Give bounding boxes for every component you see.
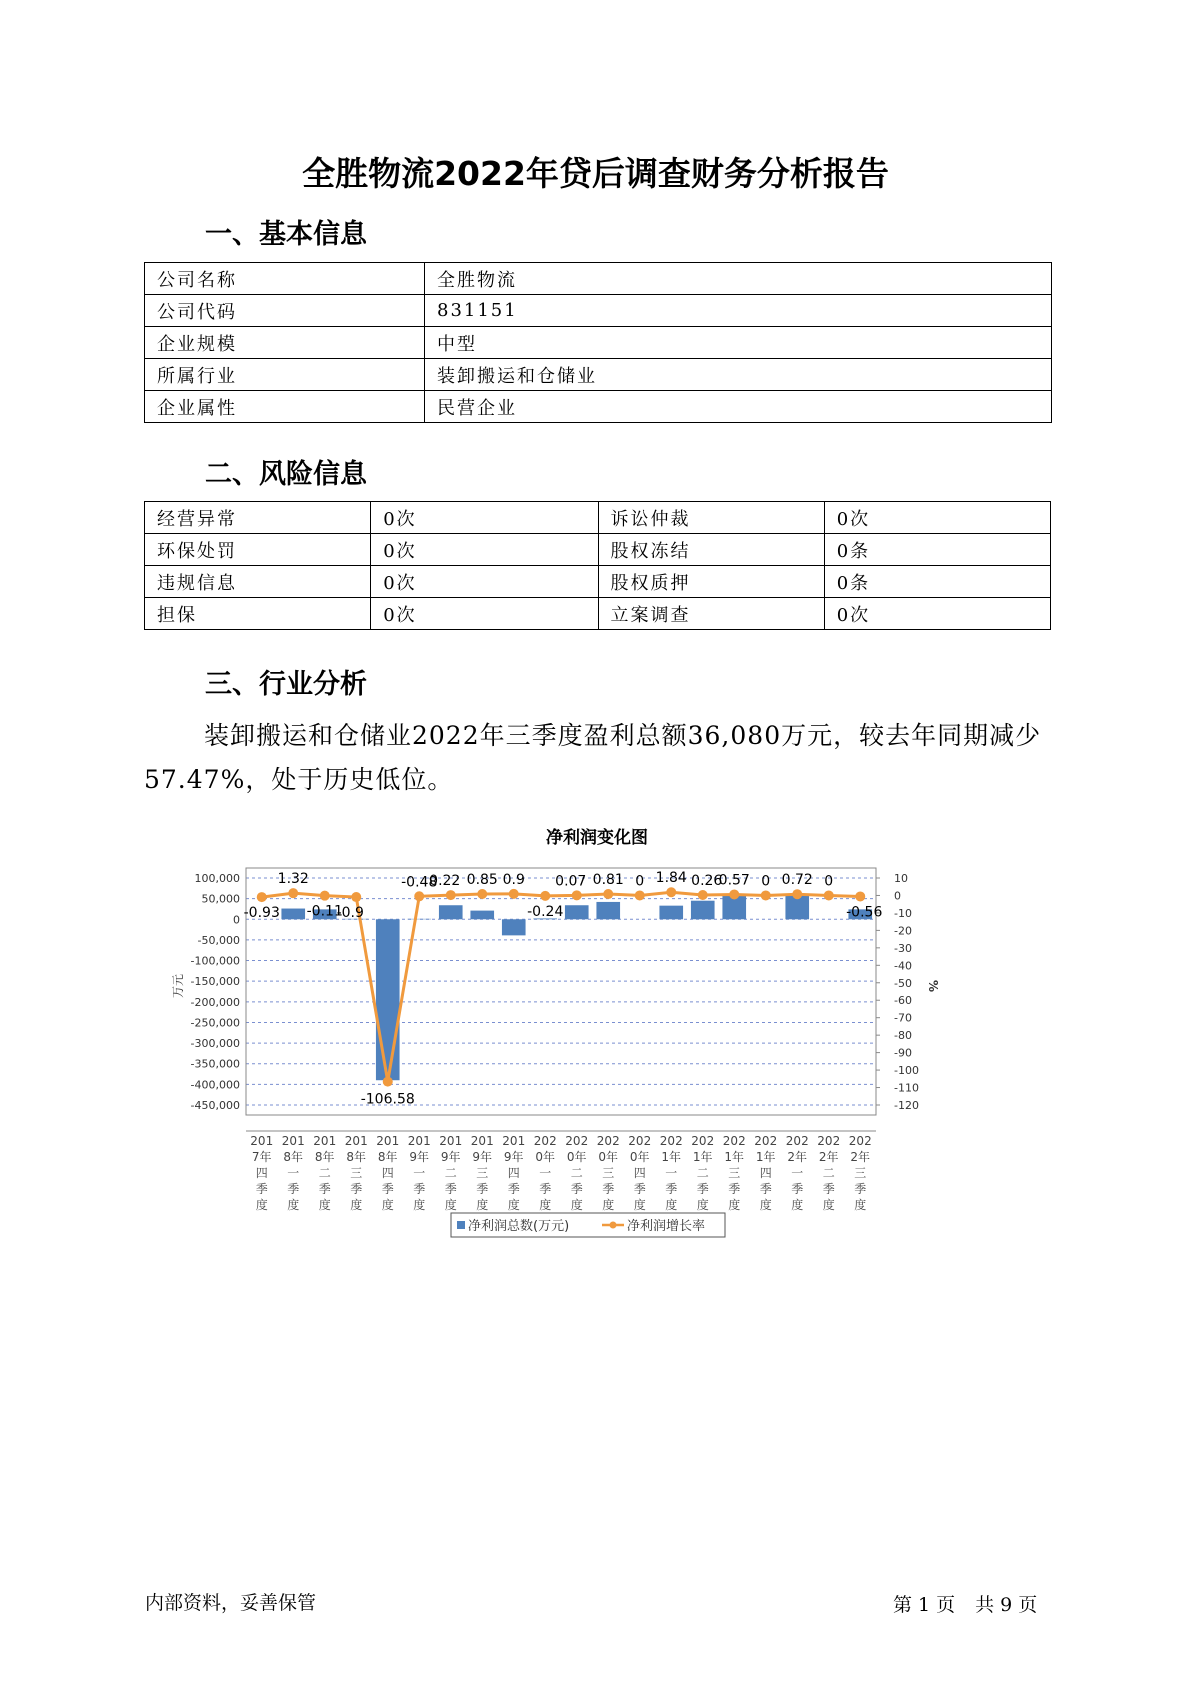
risk-info-value: 0次 <box>371 502 598 534</box>
x-tick-label: 9年 <box>409 1150 430 1164</box>
growth-point <box>477 889 487 899</box>
x-tick-label: 度 <box>633 1198 646 1212</box>
x-tick-label: 202 <box>785 1134 809 1148</box>
x-tick-label: 度 <box>822 1198 835 1212</box>
y2-tick-label: -40 <box>894 959 912 973</box>
x-tick-label: 季 <box>602 1182 615 1196</box>
x-tick-label: 一 <box>413 1166 426 1180</box>
x-tick-label: 一 <box>665 1166 678 1180</box>
bar <box>502 919 526 935</box>
growth-data-label: -0.11 <box>306 903 343 920</box>
growth-point <box>572 890 582 900</box>
x-tick-label: 201 <box>439 1134 463 1148</box>
x-tick-label: 7年 <box>251 1150 272 1164</box>
page-unit: 页 <box>936 1594 956 1616</box>
x-tick-label: 度 <box>696 1198 709 1212</box>
y2-tick-label: -30 <box>894 941 912 955</box>
growth-point <box>761 890 771 900</box>
section-heading-industry: 三、行业分析 <box>205 669 367 700</box>
x-tick-label: 三 <box>476 1166 489 1180</box>
x-tick-label: 2年 <box>818 1150 839 1164</box>
growth-point <box>635 890 645 900</box>
growth-data-label: -0.93 <box>243 905 280 922</box>
basic-info-value: 全胜物流 <box>425 263 1052 295</box>
x-tick-label: 季 <box>444 1182 457 1196</box>
x-tick-label: 季 <box>381 1182 394 1196</box>
y-tick-label: -250,000 <box>190 1016 240 1030</box>
chart-bars <box>281 894 872 1081</box>
bar <box>659 906 683 920</box>
x-tick-label: 季 <box>728 1182 741 1196</box>
risk-info-row <box>145 534 1051 566</box>
growth-data-label: -0.56 <box>846 904 883 921</box>
risk-info-row <box>145 598 1051 630</box>
growth-point <box>509 889 519 899</box>
risk-info-row <box>145 566 1051 598</box>
x-tick-label: 二 <box>696 1166 709 1180</box>
y2-tick-label: -100 <box>894 1064 919 1078</box>
y-tick-label: -350,000 <box>190 1057 240 1071</box>
total-unit: 页 <box>1018 1594 1038 1616</box>
growth-point <box>666 887 676 897</box>
basic-info-value: 装卸搬运和仓储业 <box>425 359 1052 391</box>
growth-data-label: -106.58 <box>360 1091 415 1108</box>
page-number: 1 <box>918 1594 931 1616</box>
x-tick-label: 度 <box>255 1198 268 1212</box>
growth-data-label: 0.22 <box>429 873 461 890</box>
risk-info-label: 股权质押 <box>598 566 824 598</box>
growth-point <box>792 889 802 899</box>
x-tick-label: 季 <box>539 1182 552 1196</box>
x-tick-label: 201 <box>313 1134 337 1148</box>
y2-tick-label: -80 <box>894 1029 912 1043</box>
y2-axis-label: % <box>926 979 940 993</box>
growth-point <box>729 889 739 899</box>
total-pages: 9 <box>1000 1594 1013 1616</box>
risk-info-label: 立案调查 <box>598 598 824 630</box>
y-tick-label: -200,000 <box>190 995 240 1009</box>
page-title: 全胜物流2022年贷后调查财务分析报告 <box>302 154 889 193</box>
growth-point <box>855 891 865 901</box>
x-tick-label: 202 <box>754 1134 778 1148</box>
x-tick-label: 1年 <box>724 1150 745 1164</box>
growth-data-label: 0.81 <box>592 872 624 889</box>
x-tick-label: 季 <box>791 1182 804 1196</box>
bar <box>596 902 620 919</box>
x-tick-label: 季 <box>255 1182 268 1196</box>
bar <box>281 909 305 920</box>
growth-data-label: 0 <box>635 873 645 890</box>
y2-tick-label: -120 <box>894 1099 919 1112</box>
x-tick-label: 三 <box>854 1166 867 1180</box>
growth-point <box>446 890 456 900</box>
x-tick-label: 季 <box>633 1182 646 1196</box>
x-tick-label: 度 <box>570 1198 583 1212</box>
x-tick-label: 季 <box>350 1182 363 1196</box>
x-tick-label: 度 <box>350 1198 363 1212</box>
x-tick-label: 201 <box>502 1134 526 1148</box>
risk-info-value: 0次 <box>371 598 598 630</box>
risk-info-label: 违规信息 <box>145 566 371 598</box>
bar <box>691 901 715 920</box>
bar <box>376 919 400 1080</box>
growth-data-label: 0.26 <box>691 873 723 890</box>
legend-line-marker <box>610 1222 617 1229</box>
x-tick-label: 度 <box>854 1198 867 1212</box>
net-profit-chart <box>160 818 1020 1248</box>
growth-data-label: 0.57 <box>718 872 750 889</box>
y-tick-label: -50,000 <box>197 933 240 947</box>
basic-info-row <box>145 295 1052 327</box>
x-tick-label: 一 <box>539 1166 552 1180</box>
x-tick-label: 度 <box>507 1198 520 1212</box>
section-heading-basic-info: 一、基本信息 <box>205 219 367 250</box>
x-tick-label: 8年 <box>314 1150 335 1164</box>
x-tick-label: 季 <box>476 1182 489 1196</box>
x-tick-label: 三 <box>728 1166 741 1180</box>
y-tick-label: -300,000 <box>190 1037 240 1051</box>
x-tick-label: 四 <box>759 1166 772 1180</box>
growth-data-label: 1.84 <box>655 870 687 887</box>
x-tick-label: 三 <box>350 1166 363 1180</box>
x-tick-label: 201 <box>407 1134 431 1148</box>
basic-info-value: 民营企业 <box>425 391 1052 423</box>
y2-tick-label: -110 <box>894 1081 919 1095</box>
growth-point <box>698 890 708 900</box>
x-tick-label: 三 <box>602 1166 615 1180</box>
risk-info-value: 0条 <box>824 566 1050 598</box>
x-tick-label: 9年 <box>440 1150 461 1164</box>
x-tick-label: 202 <box>533 1134 557 1148</box>
risk-info-label: 担保 <box>145 598 371 630</box>
x-tick-label: 2年 <box>787 1150 808 1164</box>
growth-data-label: -0.48 <box>401 874 438 891</box>
x-tick-label: 季 <box>287 1182 300 1196</box>
risk-info-label: 经营异常 <box>145 502 371 534</box>
risk-info-table <box>144 501 1051 630</box>
x-tick-label: 四 <box>633 1166 646 1180</box>
x-tick-label: 1年 <box>661 1150 682 1164</box>
x-tick-label: 0年 <box>535 1150 556 1164</box>
x-tick-label: 季 <box>665 1182 678 1196</box>
growth-data-label: -0.9 <box>336 905 364 922</box>
x-tick-label: 202 <box>817 1134 841 1148</box>
x-tick-label: 度 <box>287 1198 300 1212</box>
y-tick-label: 50,000 <box>201 892 240 906</box>
x-tick-label: 1年 <box>755 1150 776 1164</box>
basic-info-label: 公司代码 <box>145 295 425 327</box>
risk-info-value: 0次 <box>371 534 598 566</box>
x-tick-label: 度 <box>476 1198 489 1212</box>
x-tick-label: 9年 <box>472 1150 493 1164</box>
x-tick-label: 0年 <box>598 1150 619 1164</box>
y2-tick-label: 10 <box>894 872 908 885</box>
x-tick-label: 四 <box>507 1166 520 1180</box>
x-tick-label: 度 <box>413 1198 426 1212</box>
growth-point <box>414 891 424 901</box>
y-tick-label: -450,000 <box>190 1099 240 1112</box>
x-tick-label: 二 <box>318 1166 331 1180</box>
growth-point <box>824 890 834 900</box>
x-tick-label: 度 <box>381 1198 394 1212</box>
x-tick-label: 9年 <box>503 1150 524 1164</box>
page-prefix: 第 <box>893 1594 913 1616</box>
x-tick-label: 二 <box>444 1166 457 1180</box>
growth-data-label: -0.24 <box>527 903 564 920</box>
x-tick-label: 201 <box>470 1134 494 1148</box>
y2-tick-label: -10 <box>894 906 912 920</box>
x-tick-label: 度 <box>539 1198 552 1212</box>
x-tick-label: 1年 <box>692 1150 713 1164</box>
x-tick-label: 四 <box>381 1166 394 1180</box>
risk-info-label: 诉讼仲裁 <box>598 502 824 534</box>
x-tick-label: 201 <box>281 1134 305 1148</box>
x-tick-label: 一 <box>791 1166 804 1180</box>
basic-info-label: 企业规模 <box>145 327 425 359</box>
y2-tick-label: -60 <box>894 994 912 1008</box>
x-tick-label: 度 <box>791 1198 804 1212</box>
basic-info-value: 831151 <box>425 295 1052 327</box>
x-tick-label: 季 <box>413 1182 426 1196</box>
chart-title: 净利润变化图 <box>546 828 648 848</box>
basic-info-label: 所属行业 <box>145 359 425 391</box>
basic-info-label: 公司名称 <box>145 263 425 295</box>
x-tick-label: 度 <box>728 1198 741 1212</box>
x-tick-label: 202 <box>565 1134 589 1148</box>
x-tick-label: 季 <box>570 1182 583 1196</box>
x-tick-label: 季 <box>822 1182 835 1196</box>
y-tick-label: -100,000 <box>190 954 240 968</box>
risk-info-label: 股权冻结 <box>598 534 824 566</box>
growth-point <box>257 892 267 902</box>
y-tick-label: -150,000 <box>190 975 240 989</box>
x-tick-label: 季 <box>854 1182 867 1196</box>
x-tick-label: 8年 <box>377 1150 398 1164</box>
y-axis-label: 万元 <box>171 973 185 999</box>
basic-info-row <box>145 391 1052 423</box>
growth-data-label: 1.32 <box>277 871 309 888</box>
x-tick-label: 202 <box>691 1134 715 1148</box>
x-tick-label: 度 <box>318 1198 331 1212</box>
growth-point <box>288 888 298 898</box>
y-tick-label: 0 <box>233 913 240 927</box>
y2-tick-label: 0 <box>894 889 901 903</box>
y2-tick-label: -70 <box>894 1011 912 1025</box>
x-tick-label: 二 <box>570 1166 583 1180</box>
bar <box>565 905 589 919</box>
growth-data-label: 0.85 <box>466 871 498 888</box>
growth-data-label: 0.9 <box>502 871 525 888</box>
x-tick-label: 202 <box>628 1134 652 1148</box>
growth-data-label: 0.07 <box>555 873 587 890</box>
x-tick-label: 202 <box>722 1134 746 1148</box>
x-tick-label: 8年 <box>283 1150 304 1164</box>
growth-point <box>320 891 330 901</box>
y-tick-label: 100,000 <box>194 872 240 885</box>
basic-info-label: 企业属性 <box>145 391 425 423</box>
x-tick-label: 季 <box>318 1182 331 1196</box>
x-tick-label: 201 <box>344 1134 368 1148</box>
growth-data-label: 0 <box>824 873 834 890</box>
y2-tick-label: -90 <box>894 1046 912 1060</box>
risk-info-value: 0次 <box>824 598 1050 630</box>
chart-legend <box>451 1213 725 1237</box>
footer-page-indicator <box>893 1590 1043 1617</box>
risk-info-value: 0次 <box>371 566 598 598</box>
risk-info-row <box>145 502 1051 534</box>
risk-info-label: 环保处罚 <box>145 534 371 566</box>
x-tick-label: 一 <box>287 1166 300 1180</box>
x-tick-label: 度 <box>602 1198 615 1212</box>
legend-bar-swatch <box>457 1221 465 1229</box>
y2-tick-label: -50 <box>894 976 912 990</box>
x-tick-label: 0年 <box>566 1150 587 1164</box>
x-tick-label: 季 <box>759 1182 772 1196</box>
section-heading-risk-info: 二、风险信息 <box>205 459 367 490</box>
x-tick-label: 201 <box>250 1134 274 1148</box>
x-tick-label: 度 <box>665 1198 678 1212</box>
y-tick-label: -400,000 <box>190 1078 240 1092</box>
x-tick-label: 202 <box>848 1134 872 1148</box>
x-tick-label: 二 <box>822 1166 835 1180</box>
growth-point <box>540 891 550 901</box>
y2-tick-label: -20 <box>894 924 912 938</box>
growth-point <box>383 1077 393 1087</box>
growth-data-label: 0 <box>761 873 771 890</box>
footer-confidential: 内部资料，妥善保管 <box>145 1592 317 1614</box>
bar <box>470 911 494 920</box>
growth-point <box>351 892 361 902</box>
legend-series-line: 净利润增长率 <box>627 1219 706 1234</box>
risk-info-value: 0次 <box>824 502 1050 534</box>
basic-info-table <box>144 262 1052 423</box>
x-tick-label: 2年 <box>850 1150 871 1164</box>
growth-data-label: 0.72 <box>781 872 813 889</box>
bar <box>439 905 463 919</box>
legend-series-bar: 净利润总数(万元) <box>468 1219 570 1234</box>
total-prefix: 共 <box>975 1594 995 1616</box>
x-tick-label: 季 <box>696 1182 709 1196</box>
x-tick-label: 度 <box>444 1198 457 1212</box>
basic-info-row <box>145 327 1052 359</box>
x-tick-label: 季 <box>507 1182 520 1196</box>
risk-info-value: 0条 <box>824 534 1050 566</box>
x-tick-label: 202 <box>596 1134 620 1148</box>
growth-point <box>603 889 613 899</box>
x-tick-label: 四 <box>255 1166 268 1180</box>
x-tick-label: 度 <box>759 1198 772 1212</box>
x-tick-label: 8年 <box>346 1150 367 1164</box>
basic-info-row <box>145 263 1052 295</box>
x-tick-label: 0年 <box>629 1150 650 1164</box>
basic-info-row <box>145 359 1052 391</box>
x-tick-label: 201 <box>376 1134 400 1148</box>
x-tick-label: 202 <box>659 1134 683 1148</box>
basic-info-value: 中型 <box>425 327 1052 359</box>
industry-paragraph: 装卸搬运和仓储业2022年三季度盈利总额36,080万元，较去年同期减少57.47%，处于历史低位。 <box>144 721 1042 794</box>
